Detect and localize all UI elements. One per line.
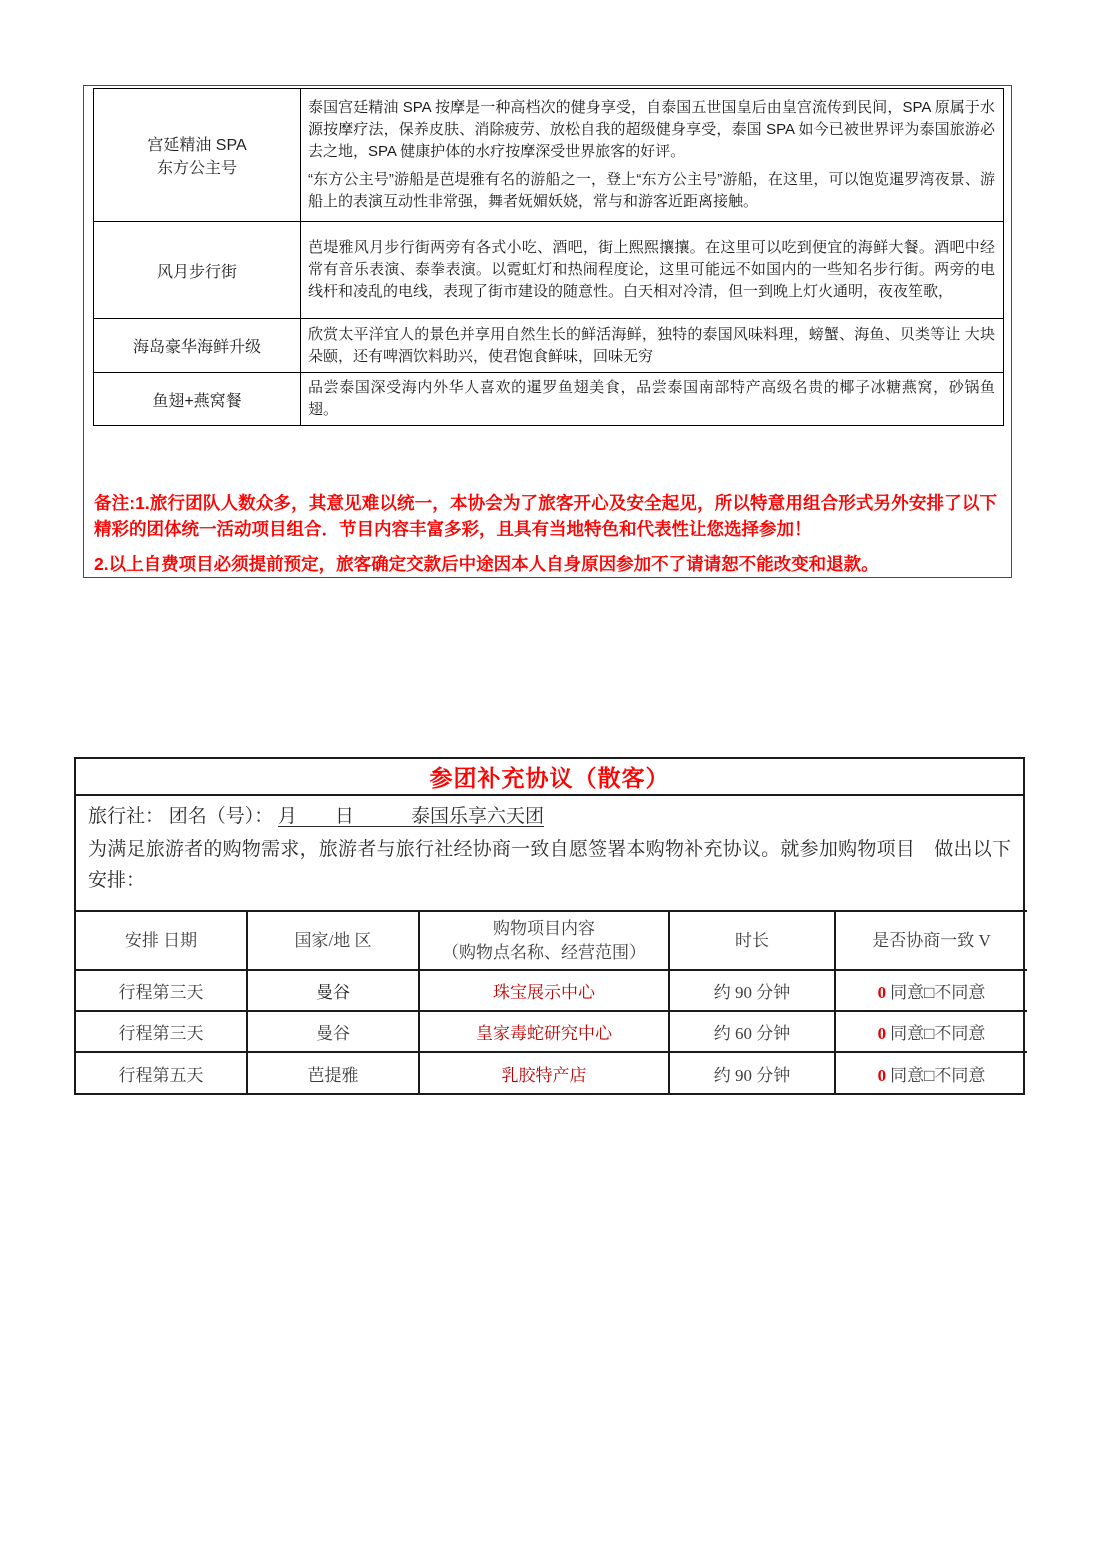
- header-content-line1: 购物项目内容: [493, 918, 595, 938]
- cell-agree: [835, 1052, 1027, 1093]
- agreement-intro: 为满足旅游者的购物需求，旅游者与旅行社经协商一致自愿签署本购物补充协议。就参加购物项目 做出以下安排：: [88, 839, 1011, 891]
- shopping-row-snake-research: [76, 1011, 1027, 1052]
- activity-desc-princess-cruise: “东方公主号”游船是芭堤雅有名的游船之一，登上“东方公主号”游船，在这里，可以饱览暹罗湾夜景、游船上的表演互动性非常强，舞者妩媚妖娆，常与和游客近距离接触。: [308, 171, 995, 210]
- cell-day: 行程第五天: [76, 1052, 247, 1093]
- header-duration: 时长: [669, 911, 835, 970]
- activity-name-cell: [94, 89, 301, 222]
- table-row: [94, 373, 1004, 426]
- table-row: [94, 319, 1004, 373]
- agreement-title-row: [76, 759, 1023, 796]
- cell-region: 曼谷: [247, 970, 419, 1011]
- activity-label-spa: 宫延精油 SPA: [147, 137, 247, 154]
- activity-desc-spa: 泰国宫廷精油 SPA 按摩是一种高档次的健身享受，自泰国五世国皇后由皇宫流传到民间，SPA 原属于水源按摩疗法，保养皮肤、消除疲劳、放松自我的超级健身享受，泰国 SPA 如今已被世界评为泰国旅游必去之地，SPA 健康护体的水疗按摩深受世界旅客的好评。: [308, 99, 995, 160]
- agency-label: 旅行社： 团名（号）：: [88, 806, 279, 827]
- agree-mark: 0: [877, 983, 887, 1002]
- cell-duration: 约 90 分钟: [669, 1052, 835, 1093]
- cell-agree: [835, 970, 1027, 1011]
- shopping-agreement-frame: [74, 757, 1025, 1095]
- cell-content: 皇家毒蛇研究中心: [419, 1011, 669, 1052]
- activity-desc-cell: [301, 319, 1004, 373]
- header-region: 国家/地 区: [247, 911, 419, 970]
- header-day: 安排 日期: [76, 911, 247, 970]
- activity-desc-cell: [301, 89, 1004, 222]
- tour-group-name: 月 日 泰国乐享六天团: [278, 806, 545, 827]
- cell-content: 乳胶特产店: [419, 1052, 669, 1093]
- optional-activities-table: [93, 88, 1004, 426]
- activity-name-cell: [94, 319, 301, 373]
- activity-desc-cell: [301, 373, 1004, 426]
- cell-region: 芭提雅: [247, 1052, 419, 1093]
- remark-note-2: 2.以上自费项目必须提前预定，旅客确定交款后中途因本人自身原因参加不了请请恕不能改变和退款。: [94, 554, 879, 574]
- header-content-line2: （购物点名称、经营范围）: [442, 942, 646, 962]
- table-row: [94, 89, 1004, 222]
- agree-mark: 0: [877, 1024, 887, 1043]
- cell-duration: 约 60 分钟: [669, 1011, 835, 1052]
- agree-options: 同意□不同意: [890, 1065, 986, 1085]
- agree-options: 同意□不同意: [890, 983, 986, 1002]
- activity-name-cell: [94, 222, 301, 319]
- agree-mark: 0: [877, 1065, 887, 1085]
- cell-content: 珠宝展示中心: [419, 970, 669, 1011]
- cell-agree: [835, 1011, 1027, 1052]
- agreement-title: 参团补充协议（散客）: [429, 765, 670, 791]
- shopping-table: [76, 910, 1027, 1093]
- agree-options: 同意□不同意: [890, 1024, 986, 1043]
- header-content: [419, 911, 669, 970]
- activity-label-seafood-upgrade: 海岛豪华海鲜升级: [132, 339, 261, 356]
- cell-day: 行程第三天: [76, 1011, 247, 1052]
- activity-desc-sharkfin-birdnest: 品尝泰国深受海内外华人喜欢的暹罗鱼翅美食，品尝泰国南部特产高级名贵的椰子冰糖燕窝，砂锅鱼翅。: [308, 379, 995, 418]
- remarks-block: [94, 490, 997, 577]
- activity-name-cell: [94, 373, 301, 426]
- shopping-row-latex-store: [76, 1052, 1027, 1093]
- activity-desc-cell: [301, 222, 1004, 319]
- agency-line: [88, 802, 1011, 832]
- activity-label-princess-cruise: 东方公主号: [156, 160, 237, 177]
- cell-region: 曼谷: [247, 1011, 419, 1052]
- activity-label-sharkfin-birdnest: 鱼翅+燕窝餐: [152, 392, 242, 410]
- agreement-body: [76, 796, 1023, 896]
- table-row: [94, 222, 1004, 319]
- remark-note-1: 备注:1.旅行团队人数众多，其意见难以统一，本协会为了旅客开心及安全起见，所以特意用组合形式另外安排了以下精彩的团体统一活动项目组合．节目内容丰富多彩，且具有当地特色和代表性让您选择参加！: [94, 493, 997, 539]
- optional-activities-frame: [83, 85, 1012, 578]
- shopping-table-header-row: [76, 911, 1027, 970]
- activity-desc-seafood-upgrade: 欣赏太平洋宜人的景色并享用自然生长的鲜活海鲜，独特的泰国风味料理，螃蟹、海鱼、贝类等让 大块朵颐，还有啤酒饮料助兴，使君饱食鲜味，回味无穷: [308, 325, 995, 365]
- activity-label-walking-street: 风月步行街: [156, 263, 237, 281]
- cell-duration: 约 90 分钟: [669, 970, 835, 1011]
- activity-desc-walking-street: 芭堤雅风月步行街两旁有各式小吃、酒吧，街上熙熙攘攘。在这里可以吃到便宜的海鲜大餐。酒吧中经常有音乐表演、泰拳表演。以霓虹灯和热闹程度论，这里可能远不如国内的一些知名步行街。两旁的电线杆和凌乱的电线，表现了街市建设的随意性。白天相对冷清，但一到晚上灯火通明，夜夜笙歌，: [308, 239, 995, 300]
- cell-day: 行程第三天: [76, 970, 247, 1011]
- header-agree: 是否协商一致 V: [835, 911, 1027, 970]
- shopping-row-jewelry: [76, 970, 1027, 1011]
